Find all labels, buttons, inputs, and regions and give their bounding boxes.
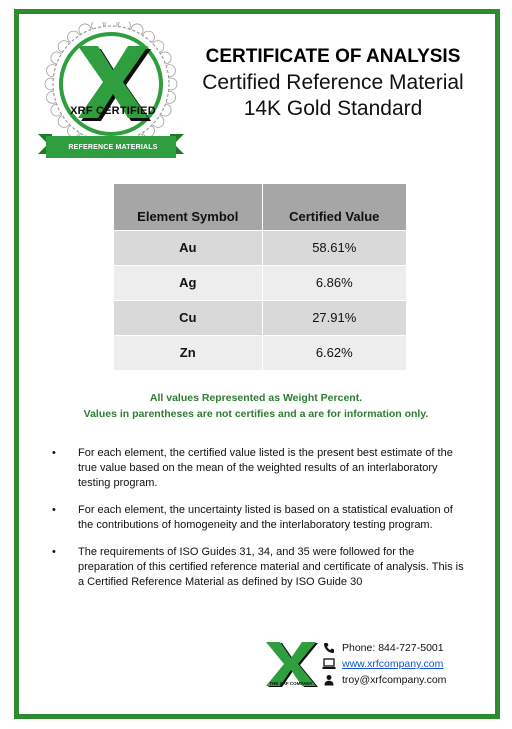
email-text[interactable]: troy@xrfcompany.com [342,674,447,686]
list-item [50,503,470,533]
element-symbol-cell: Zn [114,335,262,370]
title-block [186,44,480,122]
list-item [50,545,470,590]
weight-percent-note [30,390,482,422]
phone-text: Phone: 844-727-5001 [342,642,444,654]
person-icon [322,674,336,686]
table-row [114,230,406,265]
certified-value-cell: 6.62% [262,335,406,370]
bullet-text: For each element, the certified value listed is the present best estimate of the true value based on the mean of the weighted results of an interlaboratory testing program. [78,447,453,489]
element-symbol-cell: Cu [114,300,262,335]
contact-info [322,640,492,688]
laptop-icon [322,658,336,670]
column-header-certified-value: Certified Value [262,184,406,230]
certified-values-table [114,184,406,370]
certificate-title: CERTIFICATE OF ANALYSIS [205,46,461,67]
bullet-dot-icon: • [52,447,56,459]
table-header-row [114,184,406,230]
table-row [114,335,406,370]
contact-website-row [322,656,492,672]
contact-email-row [322,672,492,688]
table-row [114,265,406,300]
website-link[interactable]: www.xrfcompany.com [342,658,444,670]
column-header-element-symbol: Element Symbol [114,184,262,230]
bullet-dot-icon: • [52,546,56,558]
seal-ribbon-text: REFERENCE MATERIALS [68,144,158,151]
note-line-2: Values in parentheses are not certifies and a are for information only. [83,408,429,420]
company-logo-text: THE XRF COMPANY [269,681,313,686]
bullet-list [50,446,470,602]
list-item [50,446,470,491]
certificate-subtitle: Certified Reference Material [202,71,464,94]
bullet-text: For each element, the uncertainty listed is based on a statistical evaluation of the contributions of homogeneity and the interlaboratory testing program. [78,504,453,531]
certificate-material: 14K Gold Standard [243,97,423,120]
element-symbol-cell: Ag [114,265,262,300]
certified-value-cell: 58.61% [262,230,406,265]
bullet-dot-icon: • [52,504,56,516]
element-symbol-cell: Au [114,230,262,265]
seal-brand-text: XRF CERTIFIED [70,105,156,117]
note-line-1: All values Represented as Weight Percent. [149,392,363,404]
contact-phone-row [322,640,492,656]
phone-icon [322,642,336,654]
table-row [114,300,406,335]
certified-value-cell: 6.86% [262,265,406,300]
certified-value-cell: 27.91% [262,300,406,335]
bullet-text: The requirements of ISO Guides 31, 34, and 35 were followed for the preparation of this certified reference material and certificate of analysis. This is a Certified Reference Material as defined by ISO Guide 30 [78,546,464,588]
